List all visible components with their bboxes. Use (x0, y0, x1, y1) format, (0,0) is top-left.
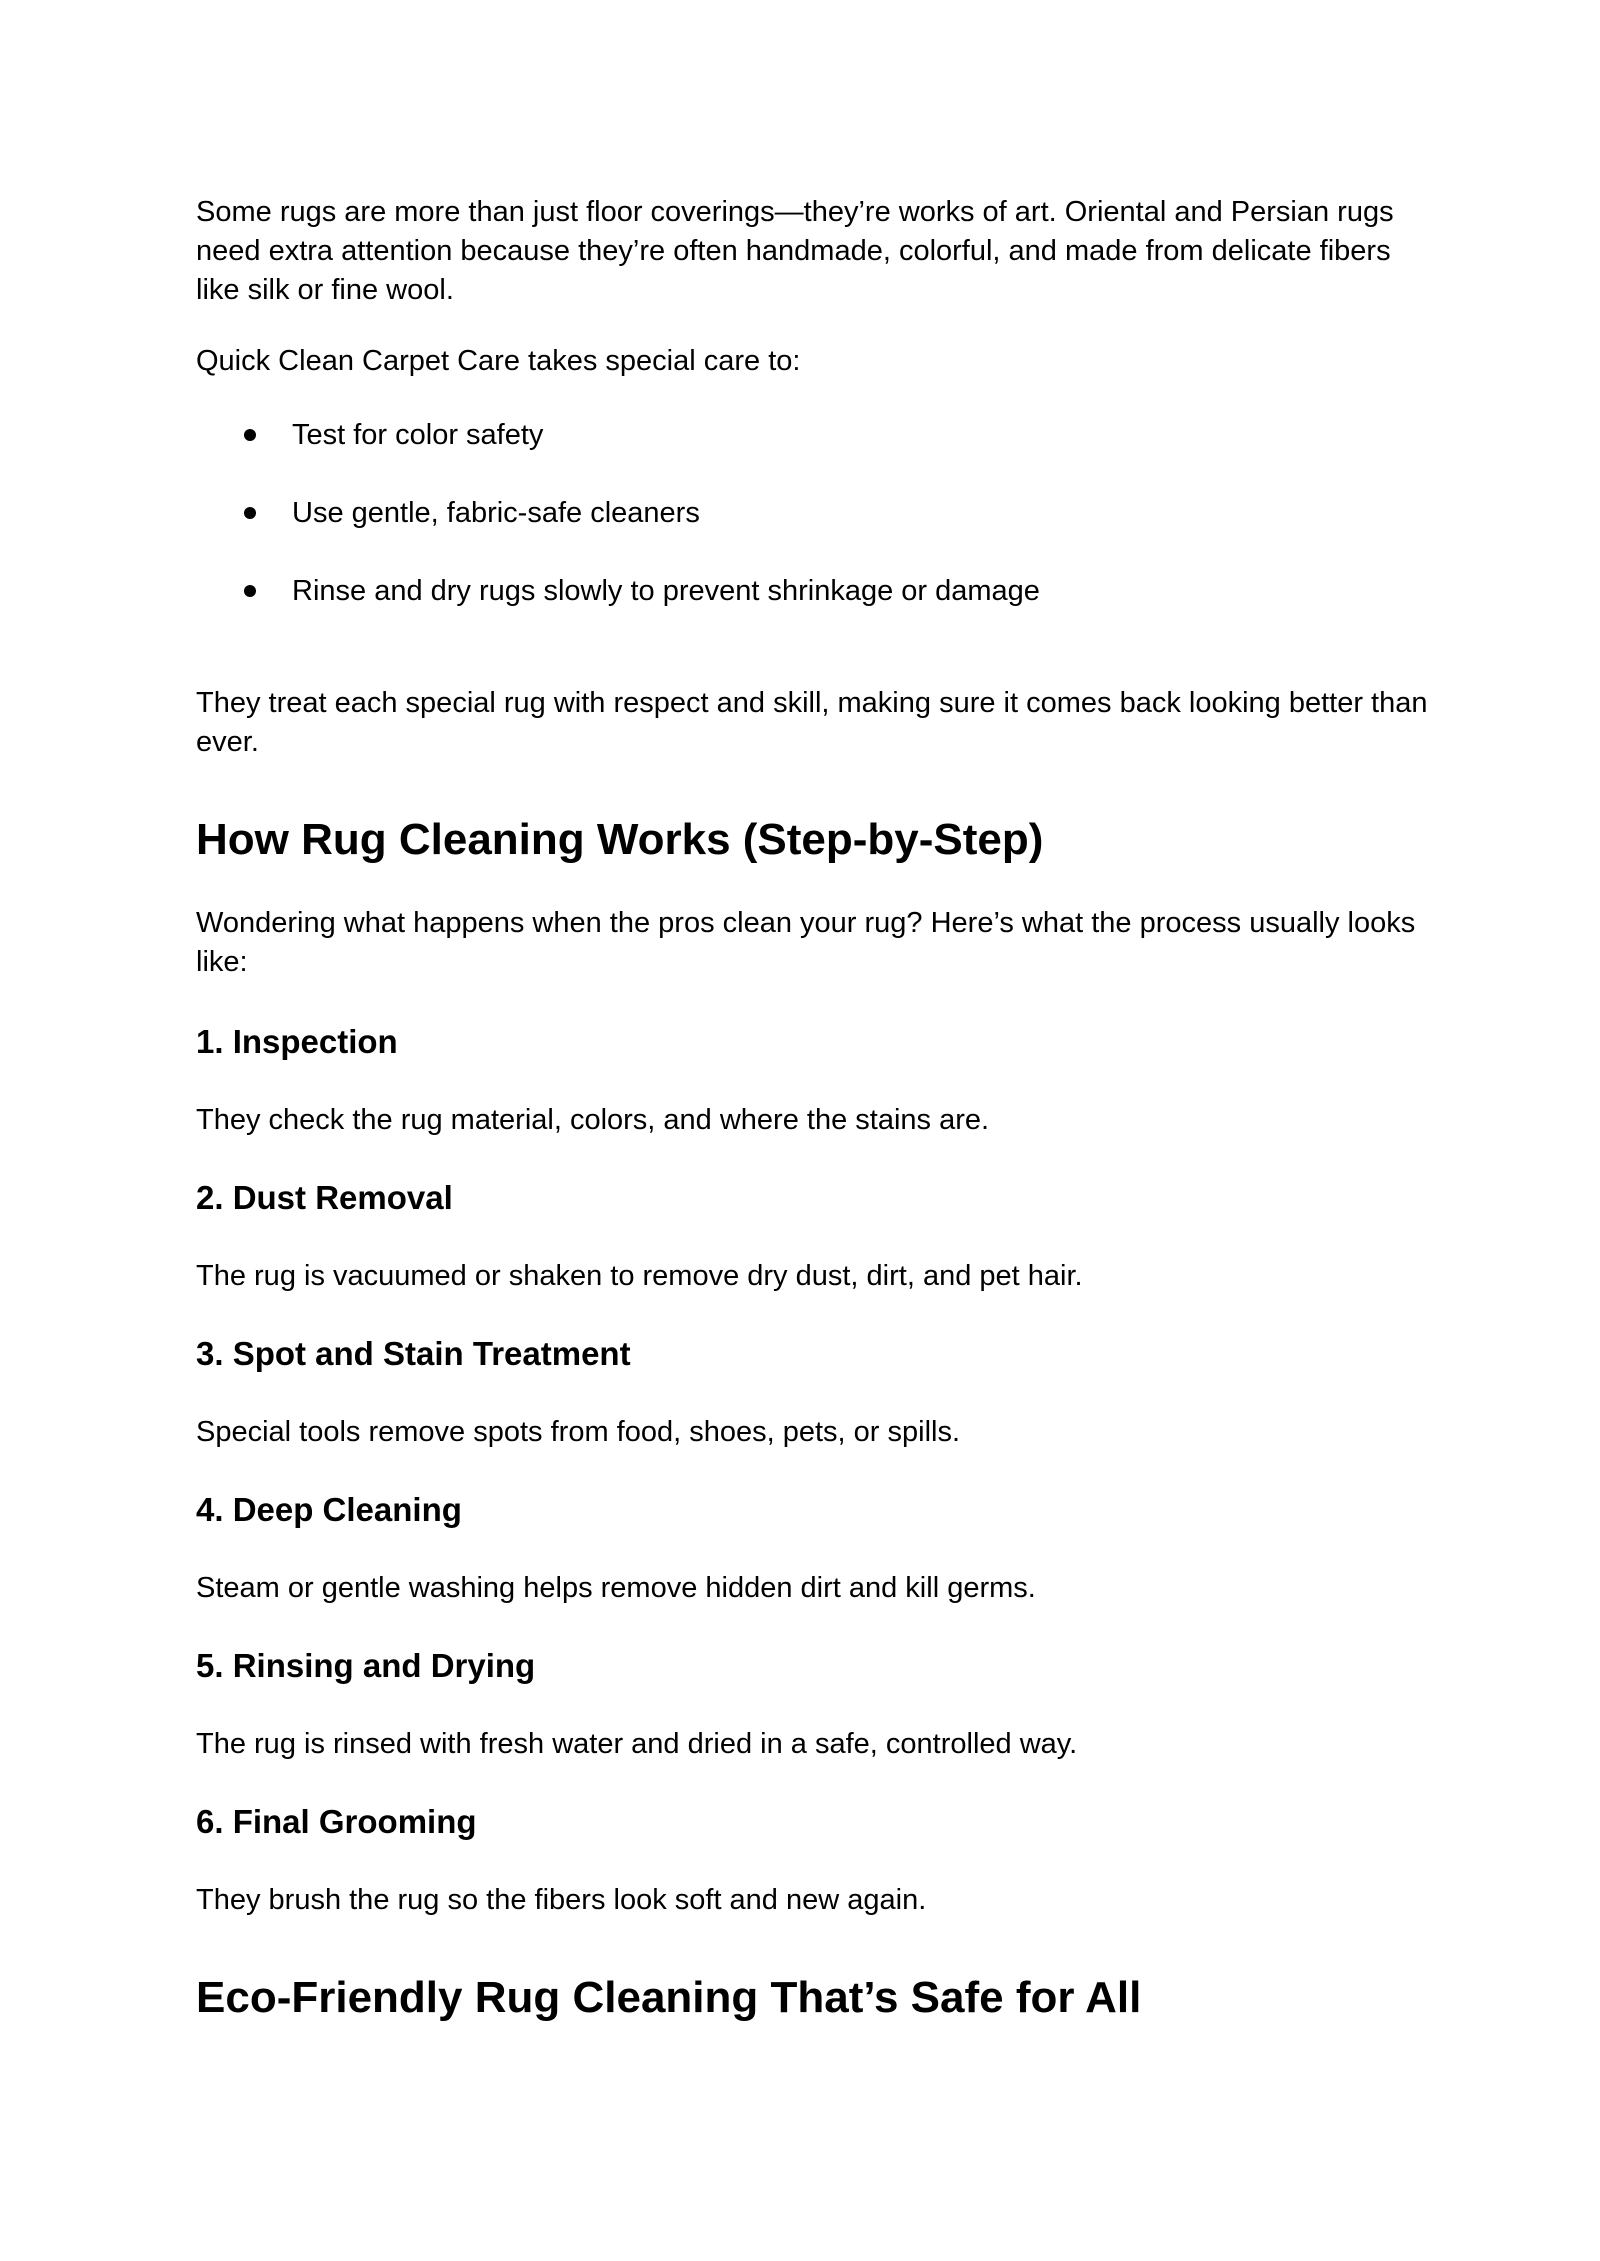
intro-lead-in: Quick Clean Carpet Care takes special care to: (196, 345, 801, 377)
bullet-icon (244, 585, 256, 597)
step-heading-final-grooming: 6. Final Grooming (196, 1803, 477, 1840)
intro-paragraph: Some rugs are more than just floor coverings—they’re works of art. Oriental and Persian rugs need extra attention because they’re often handmade, colorful, and made from delicate fibers like silk or fine wool. (196, 196, 1394, 306)
step-heading-deep-cleaning: 4. Deep Cleaning (196, 1491, 462, 1528)
step-heading-inspection: 1. Inspection (196, 1023, 398, 1060)
bullet-text: Rinse and dry rugs slowly to prevent shrinkage or damage (292, 575, 1040, 607)
eco-heading: Eco-Friendly Rug Cleaning That’s Safe for All (196, 1973, 1142, 2022)
step-text-deep-cleaning: Steam or gentle washing helps remove hidden dirt and kill germs. (196, 1572, 1036, 1604)
step-text-rinsing-drying: The rug is rinsed with fresh water and dried in a safe, controlled way. (196, 1728, 1078, 1760)
step-text-spot-treatment: Special tools remove spots from food, shoes, pets, or spills. (196, 1416, 961, 1448)
bullet-text: Test for color safety (292, 419, 544, 451)
step-text-final-grooming: They brush the rug so the fibers look soft and new again. (196, 1884, 927, 1916)
bullet-icon (244, 429, 256, 441)
bullet-icon (244, 507, 256, 519)
step-heading-rinsing-drying: 5. Rinsing and Drying (196, 1647, 536, 1684)
process-heading: How Rug Cleaning Works (Step-by-Step) (196, 815, 1044, 864)
intro-closing-paragraph: They treat each special rug with respect and skill, making sure it comes back looking better than ever. (196, 687, 1428, 758)
bullet-text: Use gentle, fabric-safe cleaners (292, 497, 700, 529)
step-heading-dust-removal: 2. Dust Removal (196, 1179, 453, 1216)
step-text-inspection: They check the rug material, colors, and where the stains are. (196, 1104, 990, 1136)
step-text-dust-removal: The rug is vacuumed or shaken to remove dry dust, dirt, and pet hair. (196, 1260, 1083, 1292)
step-heading-spot-treatment: 3. Spot and Stain Treatment (196, 1335, 631, 1372)
process-intro-paragraph: Wondering what happens when the pros clean your rug? Here’s what the process usually looks like: (196, 907, 1416, 978)
